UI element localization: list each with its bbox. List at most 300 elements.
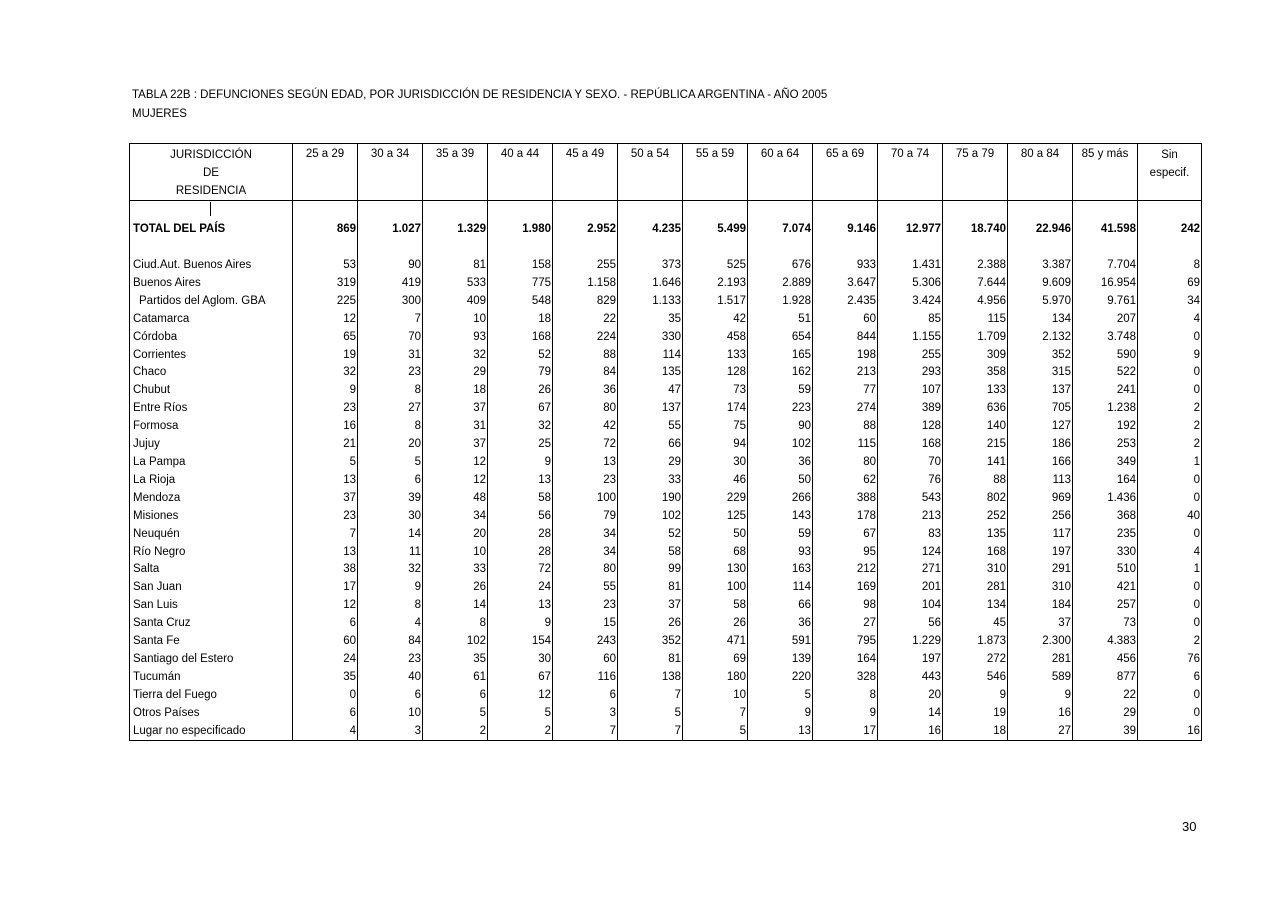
cell-value: 58 (618, 544, 683, 562)
cell-value: 1.431 (878, 257, 943, 275)
cell-value: 24 (293, 651, 358, 669)
cell-value: 80 (553, 561, 618, 579)
cell-value: 34 (423, 508, 488, 526)
cell-value: 23 (358, 364, 423, 382)
cell-value: 35 (618, 311, 683, 329)
cell-value: 22 (553, 311, 618, 329)
header-age-group: 45 a 49 (553, 144, 618, 201)
cell-value: 255 (878, 347, 943, 365)
cell-value: 1.928 (748, 293, 813, 311)
cell-value: 3.424 (878, 293, 943, 311)
cell-value: 42 (553, 418, 618, 436)
jurisdiction-name: Buenos Aires (130, 275, 293, 293)
cell-value: 65 (293, 329, 358, 347)
cell-value: 114 (618, 347, 683, 365)
cell-value: 66 (618, 436, 683, 454)
cell-value: 134 (943, 597, 1008, 615)
cell-value: 352 (1008, 347, 1073, 365)
cell-value: 0 (1138, 329, 1202, 347)
cell-value: 24 (488, 579, 553, 597)
spacer-row (130, 239, 1202, 257)
cell-value: 34 (553, 544, 618, 562)
cell-value: 164 (813, 651, 878, 669)
cell-value: 6 (293, 615, 358, 633)
table-row (130, 436, 1202, 454)
table-row (130, 454, 1202, 472)
jurisdiction-name: Chubut (130, 382, 293, 400)
cell-value: 141 (943, 454, 1008, 472)
jurisdiction-name: Catamarca (130, 311, 293, 329)
table-row (130, 723, 1202, 741)
cell-value: 31 (358, 347, 423, 365)
cell-value: 117 (1008, 526, 1073, 544)
cell-value: 88 (553, 347, 618, 365)
cell-value: 373 (618, 257, 683, 275)
cell-value: 31 (423, 418, 488, 436)
cell-value: 0 (1138, 615, 1202, 633)
cell-value: 1.436 (1073, 490, 1138, 508)
cell-value: 388 (813, 490, 878, 508)
cell-value: 224 (553, 329, 618, 347)
jurisdiction-name: Mendoza (130, 490, 293, 508)
cell-value: 52 (618, 526, 683, 544)
cell-value: 844 (813, 329, 878, 347)
cell-value: 14 (358, 526, 423, 544)
cell-value: 510 (1073, 561, 1138, 579)
cell-value: 158 (488, 257, 553, 275)
cell-value: 10 (358, 705, 423, 723)
table-row (130, 544, 1202, 562)
cell-value: 23 (358, 651, 423, 669)
cell-value: 93 (748, 544, 813, 562)
jurisdiction-name: Santa Fe (130, 633, 293, 651)
header-age-group: 80 a 84 (1008, 144, 1073, 201)
cell-value: 26 (488, 382, 553, 400)
cell-value: 4 (1138, 311, 1202, 329)
cell-value: 168 (943, 544, 1008, 562)
cell-value: 8 (358, 382, 423, 400)
cell-value: 72 (553, 436, 618, 454)
cell-value: 5 (683, 723, 748, 741)
cell-value: 52 (488, 347, 553, 365)
cell-value: 2.193 (683, 275, 748, 293)
cell-value: 11 (358, 544, 423, 562)
cell-value: 90 (358, 257, 423, 275)
cell-value: 4 (293, 723, 358, 741)
cell-value: 116 (553, 669, 618, 687)
cell-value: 79 (553, 508, 618, 526)
jurisdiction-name: La Rioja (130, 472, 293, 490)
cell-value: 180 (683, 669, 748, 687)
table-row (130, 651, 1202, 669)
cell-value: 201 (878, 579, 943, 597)
cell-value: 213 (813, 364, 878, 382)
header-sin-especif-line: especif. (1149, 167, 1190, 179)
cell-value: 220 (748, 669, 813, 687)
cell-value: 421 (1073, 579, 1138, 597)
jurisdiction-name: Río Negro (130, 544, 293, 562)
cell-value: 14 (878, 705, 943, 723)
cell-value: 162 (748, 364, 813, 382)
cell-value: 13 (293, 544, 358, 562)
cell-value: 190 (618, 490, 683, 508)
cell-value: 168 (488, 329, 553, 347)
cell-value: 8 (1138, 257, 1202, 275)
cell-value: 47 (618, 382, 683, 400)
cell-value: 154 (488, 633, 553, 651)
cell-value: 21 (293, 436, 358, 454)
cell-value: 456 (1073, 651, 1138, 669)
cell-value: 310 (943, 561, 1008, 579)
jurisdiction-name: San Luis (130, 597, 293, 615)
cell-value: 135 (943, 526, 1008, 544)
cell-value: 590 (1073, 347, 1138, 365)
cell-value: 1.873 (943, 633, 1008, 651)
cell-value: 4 (358, 615, 423, 633)
total-label: TOTAL DEL PAÍS (130, 219, 293, 239)
cell-value: 50 (683, 526, 748, 544)
cell-value: 67 (813, 526, 878, 544)
cell-value: 235 (1073, 526, 1138, 544)
total-value: 41.598 (1073, 219, 1138, 239)
cell-value: 4.383 (1073, 633, 1138, 651)
cell-value: 48 (423, 490, 488, 508)
header-jurisdiccion-line: RESIDENCIA (175, 185, 247, 197)
cell-value: 1.238 (1073, 400, 1138, 418)
header-sin-especif (1138, 144, 1202, 201)
cell-value: 197 (1008, 544, 1073, 562)
page-number: 30 (1182, 819, 1197, 834)
cell-value: 15 (553, 615, 618, 633)
cell-value: 33 (423, 561, 488, 579)
cell-value: 3.387 (1008, 257, 1073, 275)
cell-value: 67 (488, 669, 553, 687)
cell-value: 138 (618, 669, 683, 687)
cell-value: 5.970 (1008, 293, 1073, 311)
cell-value: 13 (553, 454, 618, 472)
cell-value: 6 (293, 705, 358, 723)
cell-value: 60 (293, 633, 358, 651)
cell-value: 2.388 (943, 257, 1008, 275)
cell-value: 969 (1008, 490, 1073, 508)
cell-value: 349 (1073, 454, 1138, 472)
cell-value: 207 (1073, 311, 1138, 329)
cell-value: 84 (358, 633, 423, 651)
cell-value: 225 (293, 293, 358, 311)
cell-value: 252 (943, 508, 1008, 526)
cell-value: 59 (748, 382, 813, 400)
cell-value: 5 (618, 705, 683, 723)
cell-value: 198 (813, 347, 878, 365)
cell-value: 17 (813, 723, 878, 741)
cell-value: 27 (1008, 723, 1073, 741)
cell-value: 51 (748, 311, 813, 329)
cell-value: 5 (358, 454, 423, 472)
cell-value: 143 (748, 508, 813, 526)
cell-value: 66 (748, 597, 813, 615)
cell-value: 300 (358, 293, 423, 311)
cell-value: 546 (943, 669, 1008, 687)
cell-value: 589 (1008, 669, 1073, 687)
total-value: 5.499 (683, 219, 748, 239)
cell-value: 23 (553, 472, 618, 490)
cell-value: 134 (1008, 311, 1073, 329)
jurisdiction-name: Salta (130, 561, 293, 579)
cell-value: 636 (943, 400, 1008, 418)
cell-value: 9.609 (1008, 275, 1073, 293)
cell-value: 80 (813, 454, 878, 472)
table-row (130, 329, 1202, 347)
cell-value: 37 (423, 436, 488, 454)
table-row (130, 472, 1202, 490)
cell-value: 419 (358, 275, 423, 293)
header-age-group: 75 a 79 (943, 144, 1008, 201)
cell-value: 35 (423, 651, 488, 669)
cell-value: 55 (618, 418, 683, 436)
table-row (130, 293, 1202, 311)
cell-value: 40 (1138, 508, 1202, 526)
cell-value: 114 (748, 579, 813, 597)
cell-value: 5 (293, 454, 358, 472)
cell-value: 50 (748, 472, 813, 490)
cell-value: 533 (423, 275, 488, 293)
cell-value: 46 (683, 472, 748, 490)
header-age-group: 35 a 39 (423, 144, 488, 201)
cell-value: 10 (683, 687, 748, 705)
cell-value: 6 (553, 687, 618, 705)
header-jurisdiccion-line: DE (203, 167, 219, 179)
header-jurisdiccion-line: JURISDICCIÓN (170, 149, 252, 161)
cell-value: 9 (293, 382, 358, 400)
cell-value: 99 (618, 561, 683, 579)
cell-value: 18 (943, 723, 1008, 741)
cell-value: 1.158 (553, 275, 618, 293)
cell-value: 257 (1073, 597, 1138, 615)
cell-value: 169 (813, 579, 878, 597)
total-value: 1.329 (423, 219, 488, 239)
cell-value: 90 (748, 418, 813, 436)
cell-value: 27 (813, 615, 878, 633)
cell-value: 197 (878, 651, 943, 669)
table-row (130, 364, 1202, 382)
table-row (130, 347, 1202, 365)
cell-value: 135 (618, 364, 683, 382)
cell-value: 32 (423, 347, 488, 365)
cell-value: 7.704 (1073, 257, 1138, 275)
cell-value: 223 (748, 400, 813, 418)
cell-value: 81 (618, 579, 683, 597)
cell-value: 104 (878, 597, 943, 615)
table-row (130, 382, 1202, 400)
cell-value: 775 (488, 275, 553, 293)
cell-value: 133 (943, 382, 1008, 400)
cell-value: 164 (1073, 472, 1138, 490)
total-row (130, 219, 1202, 239)
cell-value: 5.306 (878, 275, 943, 293)
cell-value: 75 (683, 418, 748, 436)
total-value: 1.980 (488, 219, 553, 239)
header-age-group: 40 a 44 (488, 144, 553, 201)
cell-value: 58 (683, 597, 748, 615)
cell-value: 88 (943, 472, 1008, 490)
cell-value: 178 (813, 508, 878, 526)
cell-value: 35 (293, 669, 358, 687)
table-row (130, 490, 1202, 508)
cell-value: 9 (1008, 687, 1073, 705)
cell-value: 19 (943, 705, 1008, 723)
cell-value: 62 (813, 472, 878, 490)
cell-value: 53 (293, 257, 358, 275)
cell-value: 102 (618, 508, 683, 526)
cell-value: 16 (1138, 723, 1202, 741)
cell-value: 115 (813, 436, 878, 454)
cell-value: 9 (813, 705, 878, 723)
cell-value: 137 (1008, 382, 1073, 400)
cell-value: 168 (878, 436, 943, 454)
jurisdiction-name: Córdoba (130, 329, 293, 347)
cell-value: 25 (488, 436, 553, 454)
cell-value: 5 (423, 705, 488, 723)
cell-value: 95 (813, 544, 878, 562)
cell-value: 0 (1138, 472, 1202, 490)
cell-value: 39 (1073, 723, 1138, 741)
header-age-group: 70 a 74 (878, 144, 943, 201)
cell-value: 2 (1138, 633, 1202, 651)
cell-value: 140 (943, 418, 1008, 436)
cell-value: 33 (618, 472, 683, 490)
total-value: 1.027 (358, 219, 423, 239)
cell-value: 26 (683, 615, 748, 633)
cell-value: 113 (1008, 472, 1073, 490)
cell-value: 795 (813, 633, 878, 651)
cell-value: 330 (1073, 544, 1138, 562)
cell-value: 34 (1138, 293, 1202, 311)
cell-value: 1 (1138, 454, 1202, 472)
cell-value: 29 (423, 364, 488, 382)
cell-value: 5 (488, 705, 553, 723)
cell-value: 30 (683, 454, 748, 472)
total-value: 12.977 (878, 219, 943, 239)
cell-value: 36 (553, 382, 618, 400)
table-row (130, 508, 1202, 526)
cell-value: 30 (358, 508, 423, 526)
total-value: 22.946 (1008, 219, 1073, 239)
cell-value: 1.133 (618, 293, 683, 311)
cell-value: 9.761 (1073, 293, 1138, 311)
cell-value: 2 (1138, 400, 1202, 418)
cell-value: 241 (1073, 382, 1138, 400)
cell-value: 1.155 (878, 329, 943, 347)
cell-value: 9 (488, 454, 553, 472)
cell-value: 100 (683, 579, 748, 597)
cell-value: 0 (1138, 382, 1202, 400)
cell-value: 38 (293, 561, 358, 579)
cell-value: 271 (878, 561, 943, 579)
cell-value: 2.132 (1008, 329, 1073, 347)
cell-value: 23 (293, 400, 358, 418)
cell-value: 69 (1138, 275, 1202, 293)
cell-value: 88 (813, 418, 878, 436)
jurisdiction-name: Neuquén (130, 526, 293, 544)
table-row (130, 615, 1202, 633)
cell-value: 358 (943, 364, 1008, 382)
cell-value: 9 (488, 615, 553, 633)
cell-value: 73 (1073, 615, 1138, 633)
cell-value: 100 (553, 490, 618, 508)
cell-value: 2 (488, 723, 553, 741)
cell-value: 291 (1008, 561, 1073, 579)
cell-value: 0 (1138, 490, 1202, 508)
cell-value: 36 (748, 454, 813, 472)
table-row (130, 561, 1202, 579)
cell-value: 2 (1138, 436, 1202, 454)
cell-value: 26 (618, 615, 683, 633)
cell-value: 272 (943, 651, 1008, 669)
cell-value: 0 (1138, 705, 1202, 723)
cell-value: 548 (488, 293, 553, 311)
total-value: 4.235 (618, 219, 683, 239)
cell-value: 12 (293, 311, 358, 329)
cell-value: 37 (293, 490, 358, 508)
cell-value: 330 (618, 329, 683, 347)
cell-value: 933 (813, 257, 878, 275)
cell-value: 20 (423, 526, 488, 544)
header-age-group: 85 y más (1073, 144, 1138, 201)
cell-value: 32 (293, 364, 358, 382)
header-age-group: 65 a 69 (813, 144, 878, 201)
cell-value: 85 (878, 311, 943, 329)
cell-value: 37 (1008, 615, 1073, 633)
header-sin-especif-line: Sin (1161, 149, 1178, 161)
cell-value: 319 (293, 275, 358, 293)
cell-value: 0 (1138, 364, 1202, 382)
cell-value: 1.229 (878, 633, 943, 651)
cell-value: 107 (878, 382, 943, 400)
jurisdiction-name: Otros Países (130, 705, 293, 723)
cell-value: 45 (943, 615, 1008, 633)
jurisdiction-name: Lugar no especificado (130, 723, 293, 741)
table-row (130, 579, 1202, 597)
cell-value: 12 (293, 597, 358, 615)
table-row (130, 400, 1202, 418)
cell-value: 9 (943, 687, 1008, 705)
table-row (130, 418, 1202, 436)
table-row (130, 275, 1202, 293)
cell-value: 128 (683, 364, 748, 382)
table-row (130, 633, 1202, 651)
cell-value: 128 (878, 418, 943, 436)
cell-value: 281 (1008, 651, 1073, 669)
cell-value: 315 (1008, 364, 1073, 382)
cell-value: 1.709 (943, 329, 1008, 347)
cell-value: 877 (1073, 669, 1138, 687)
cell-value: 22 (1073, 687, 1138, 705)
cell-value: 705 (1008, 400, 1073, 418)
cell-value: 39 (358, 490, 423, 508)
cell-value: 281 (943, 579, 1008, 597)
cell-value: 676 (748, 257, 813, 275)
cell-value: 13 (748, 723, 813, 741)
table-row (130, 597, 1202, 615)
cell-value: 2.435 (813, 293, 878, 311)
cell-value: 6 (423, 687, 488, 705)
cell-value: 352 (618, 633, 683, 651)
cell-value: 13 (293, 472, 358, 490)
cell-value: 32 (488, 418, 553, 436)
cell-value: 29 (1073, 705, 1138, 723)
cell-value: 2.889 (748, 275, 813, 293)
cell-value: 0 (293, 687, 358, 705)
